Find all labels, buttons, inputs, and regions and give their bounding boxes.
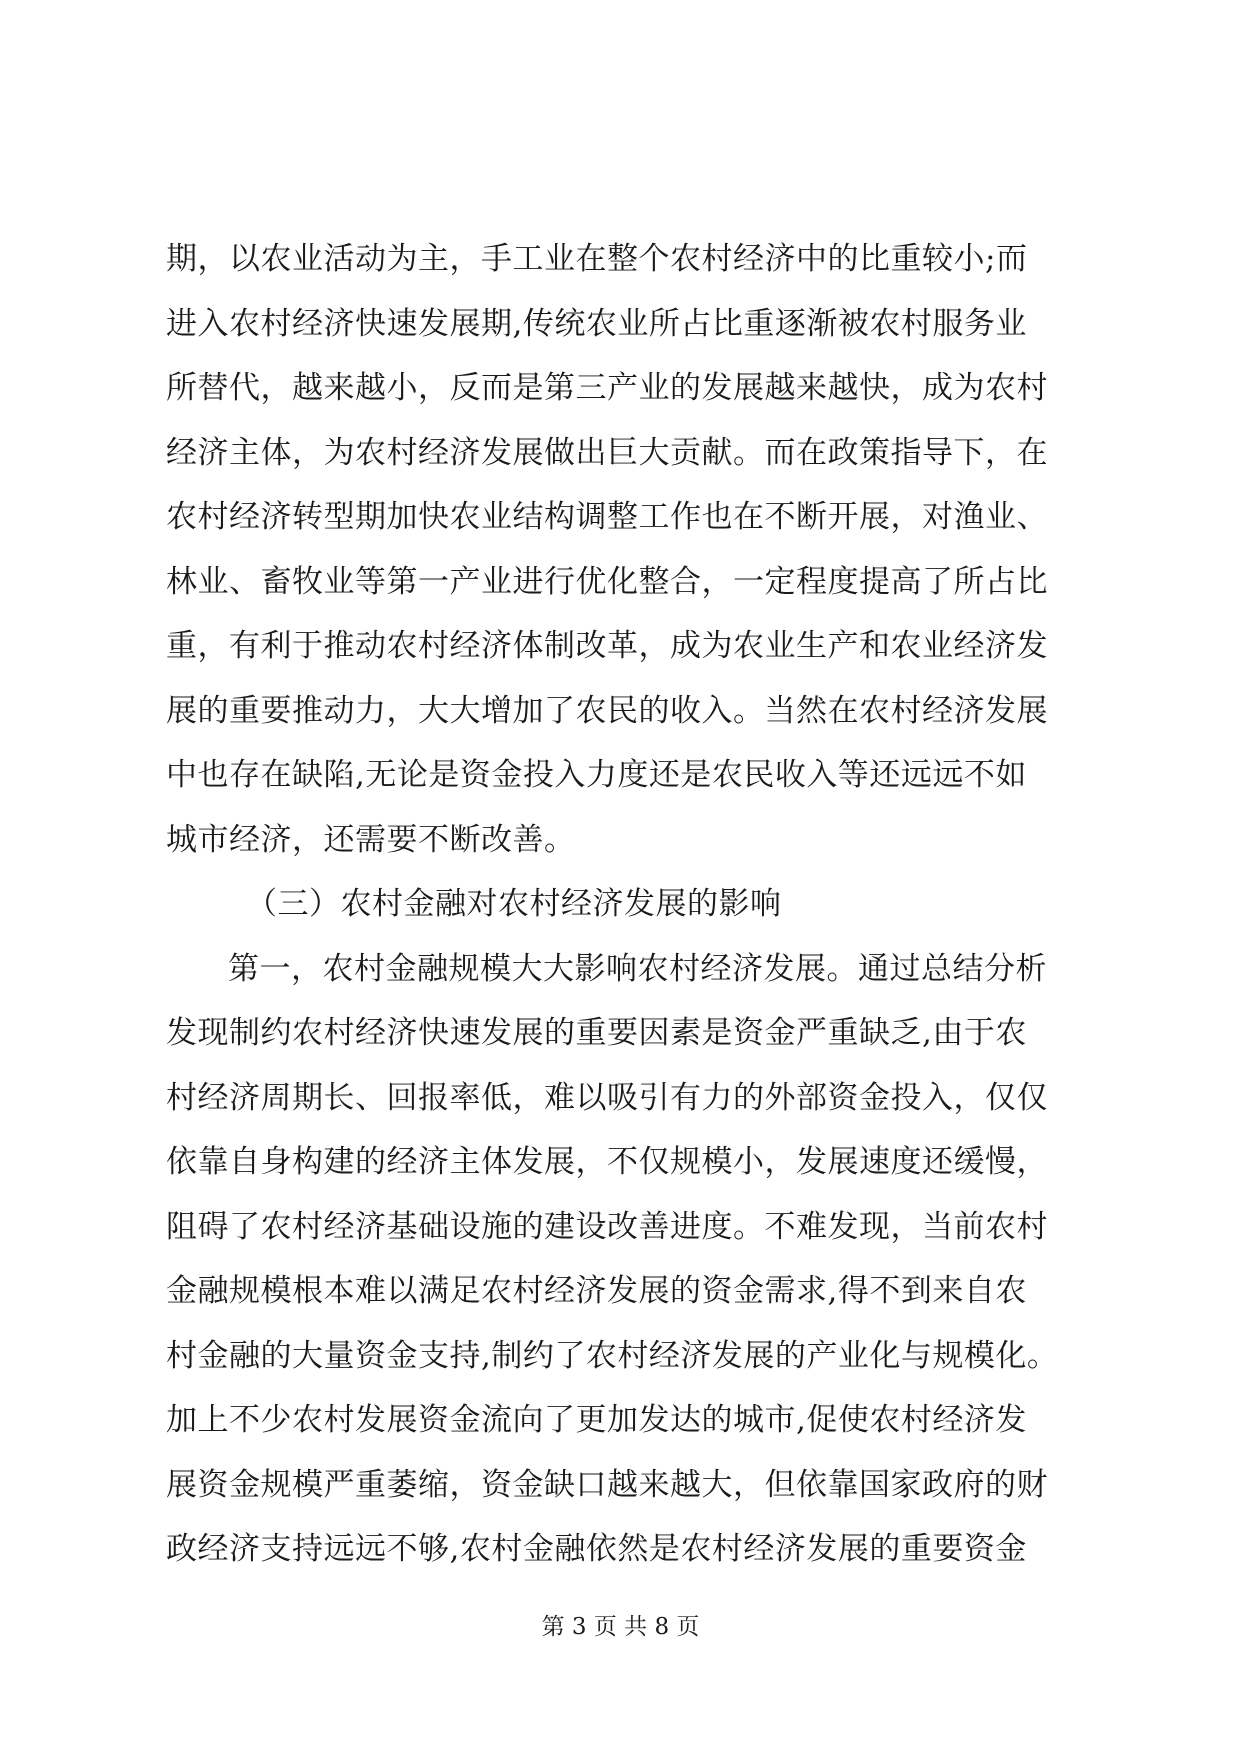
page-number-footer: 第 3 页 共 8 页 [541, 1614, 700, 1640]
text-line: 村经济周期长、回报率低，难以吸引有力的外部资金投入，仅仅 [166, 1079, 1048, 1116]
text-line: 农村经济转型期加快农业结构调整工作也在不断开展，对渔业、 [166, 499, 1048, 535]
text-line: 加上不少农村发展资金流向了更加发达的城市,促使农村经济发 [166, 1402, 1027, 1438]
text-line: 城市经济，还需要不断改善。 [166, 821, 576, 858]
text-line: 中也存在缺陷,无论是资金投入力度还是农民收入等还远远不如 [166, 757, 1027, 793]
text-line: 展资金规模严重萎缩，资金缺口越来越大，但依靠国家政府的财 [166, 1466, 1048, 1503]
text-line: 期，以农业活动为主，手工业在整个农村经济中的比重较小;而 [166, 241, 1028, 277]
text-line: 经济主体，为农村经济发展做出巨大贡献。而在政策指导下，在 [166, 434, 1048, 471]
text-line: 村金融的大量资金支持,制约了农村经济发展的产业化与规模化。 [166, 1337, 1059, 1374]
text-line: 第一，农村金融规模大大影响农村经济发展。通过总结分析 [228, 950, 1047, 987]
text-line: 依靠自身构建的经济主体发展，不仅规模小，发展速度还缓慢， [166, 1144, 1048, 1180]
text-line: 重，有利于推动农村经济体制改革，成为农业生产和农业经济发 [166, 628, 1048, 664]
text-line: 发现制约农村经济快速发展的重要因素是资金严重缺乏,由于农 [166, 1015, 1027, 1051]
section-heading: （三）农村金融对农村经济发展的影响 [246, 886, 782, 922]
text-line: 所替代，越来越小，反而是第三产业的发展越来越快，成为农村 [166, 370, 1048, 406]
text-line: 金融规模根本难以满足农村经济发展的资金需求,得不到来自农 [166, 1273, 1027, 1309]
text-line: 进入农村经济快速发展期,传统农业所占比重逐渐被农村服务业 [166, 305, 1027, 342]
text-line: 林业、畜牧业等第一产业进行优化整合，一定程度提高了所占比 [166, 563, 1048, 600]
body-text [166, 227, 1086, 1582]
text-line: 阻碍了农村经济基础设施的建设改善进度。不难发现，当前农村 [166, 1208, 1048, 1245]
text-line: 展的重要推动力，大大增加了农民的收入。当然在农村经济发展 [166, 692, 1048, 729]
text-line: 政经济支持远远不够,农村金融依然是农村经济发展的重要资金 [166, 1531, 1027, 1567]
